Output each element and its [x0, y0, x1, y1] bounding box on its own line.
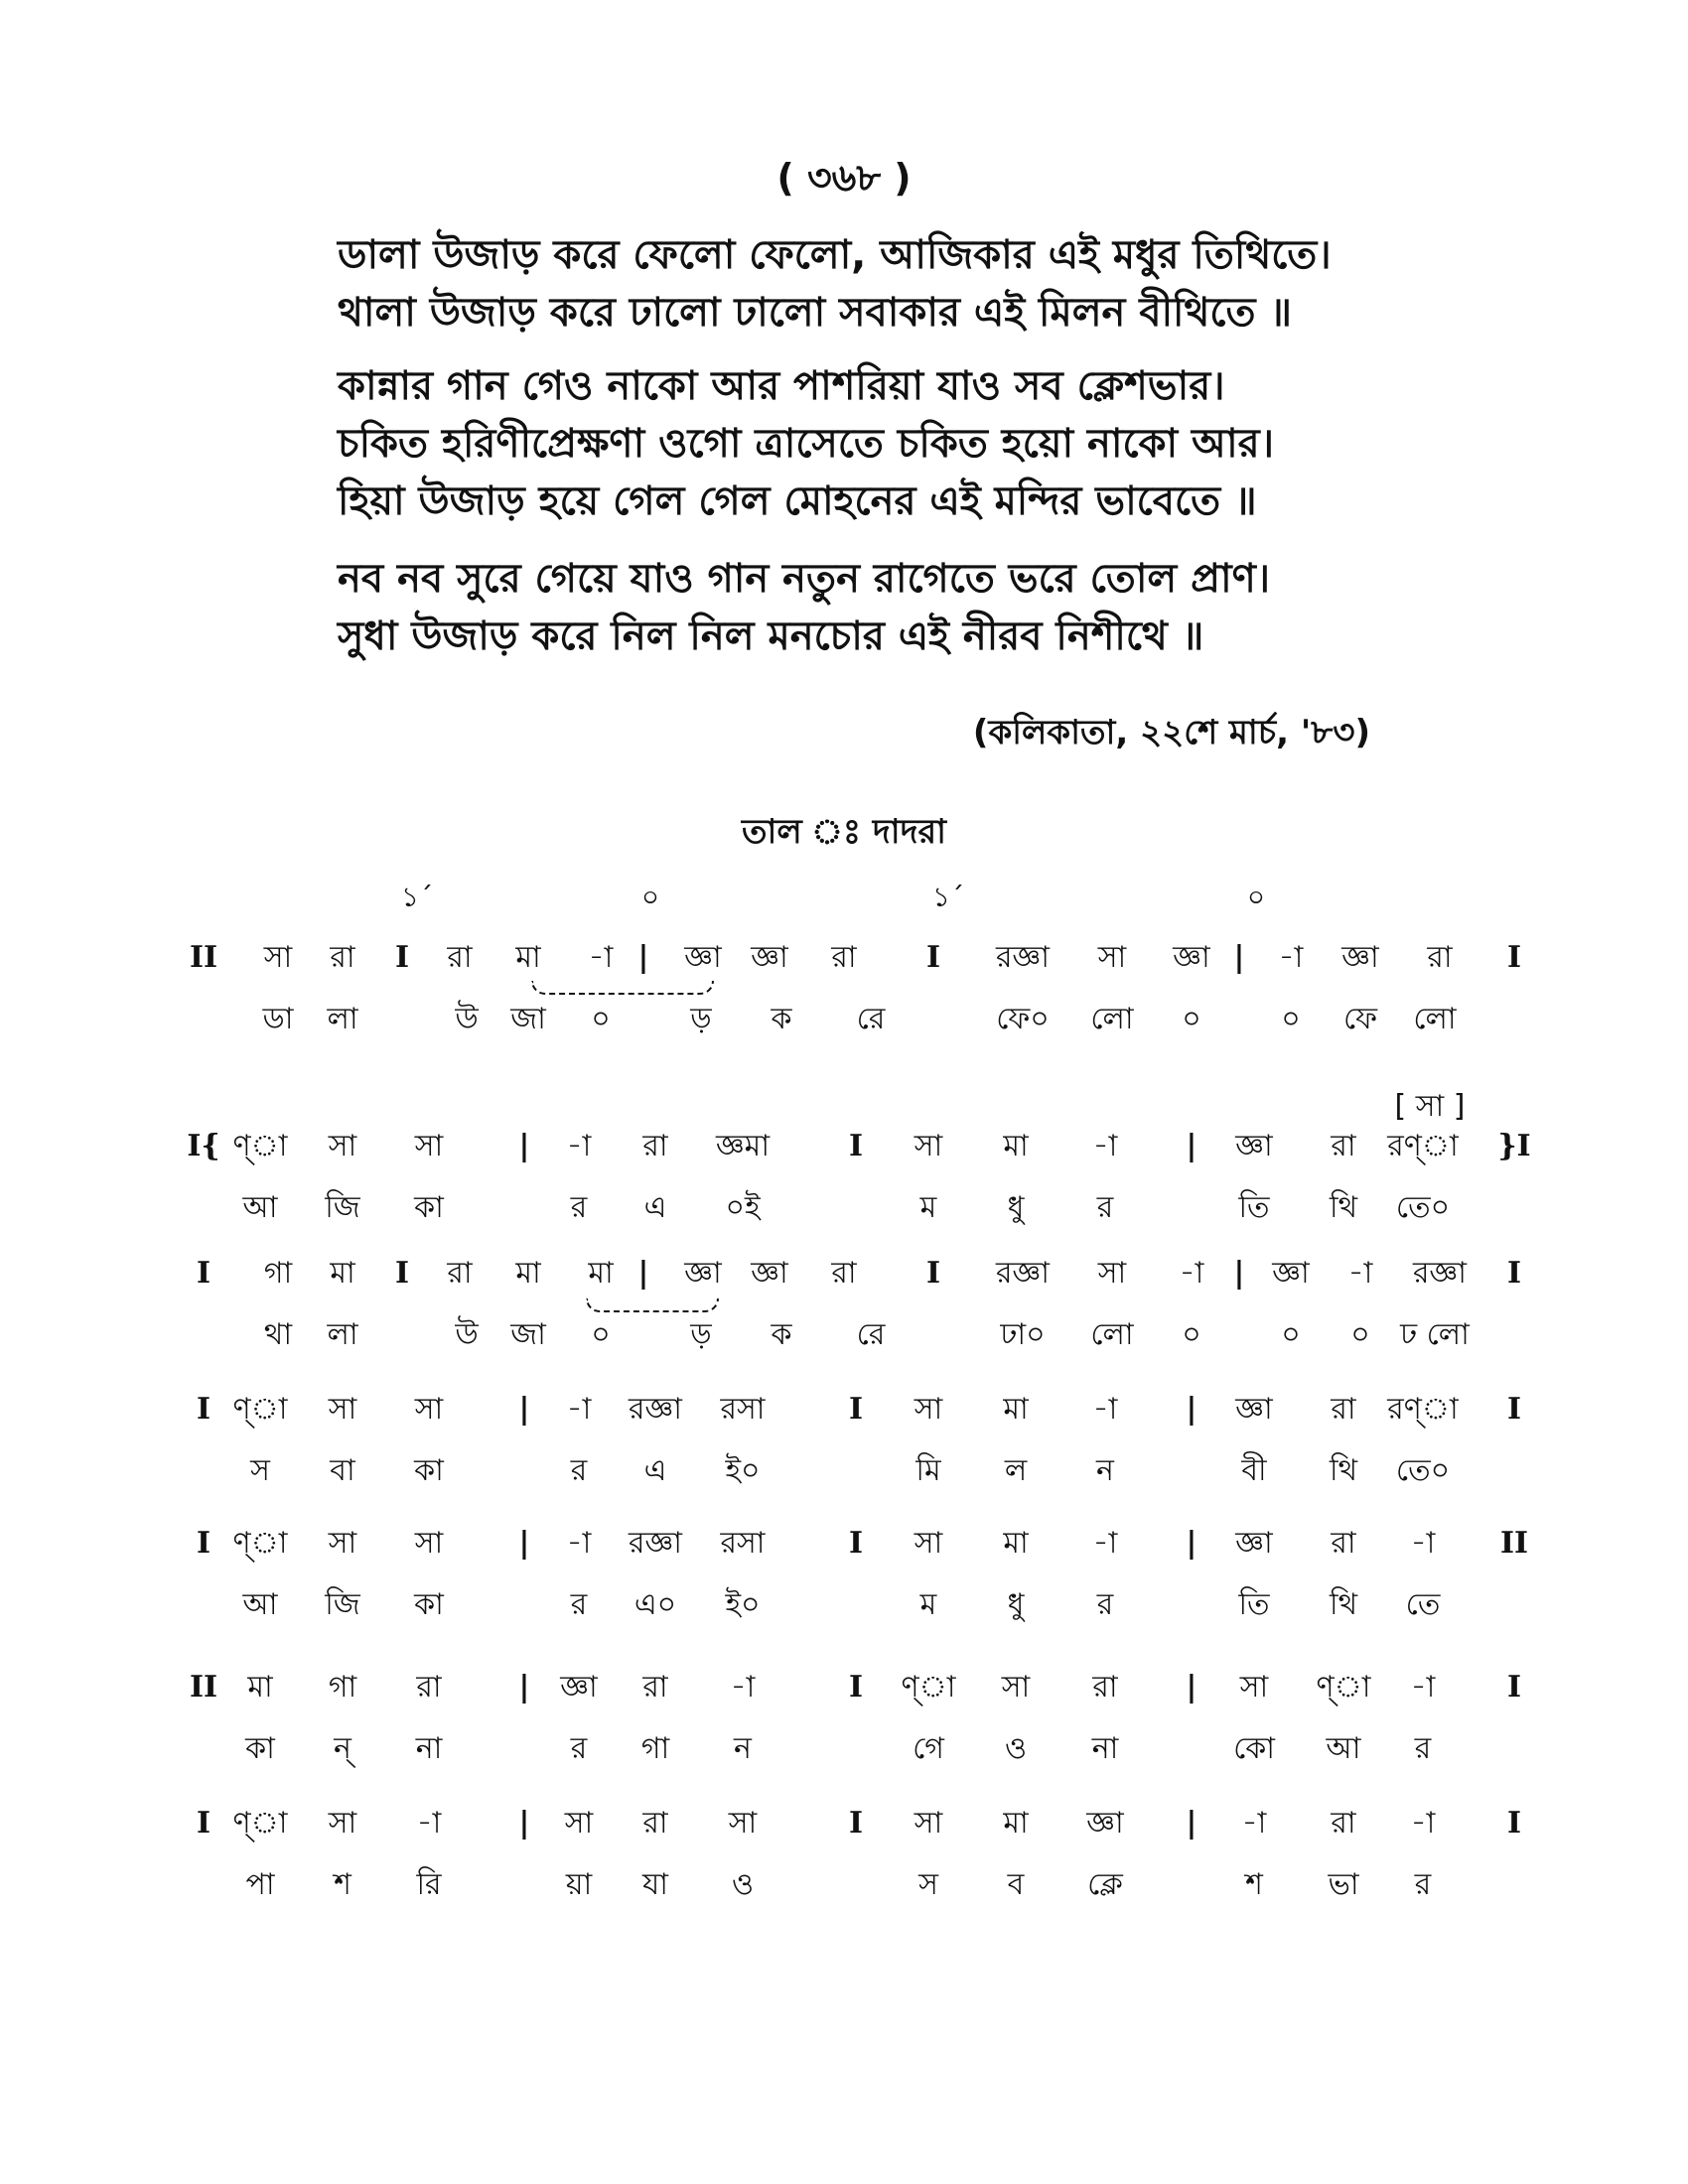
- lyric-syllable: র: [570, 1587, 588, 1622]
- swara-note: জ্ঞা: [1235, 1392, 1273, 1427]
- alternate-note: [ সা ]: [1394, 1089, 1466, 1124]
- swara-note: ণ্া: [232, 1806, 288, 1841]
- swara-note: রজ্ঞা: [629, 1526, 682, 1561]
- lyric-syllable: ০: [1182, 1002, 1201, 1036]
- swara-note: জ্ঞা: [1086, 1806, 1124, 1841]
- lyric-syllable: ক: [771, 1317, 792, 1352]
- bar-line: |: [1186, 1526, 1197, 1561]
- swara-note: -া: [1092, 1129, 1118, 1163]
- lyric-syllable: ফে: [1342, 1002, 1378, 1036]
- swara-note: ণ্া: [232, 1129, 288, 1163]
- swara-note: রা: [831, 940, 857, 975]
- bar-line: I: [394, 1256, 410, 1291]
- lyric-syllable: ঢা০: [1000, 1317, 1046, 1352]
- swara-note: সা: [414, 1129, 444, 1163]
- bar-line: |: [637, 1256, 649, 1291]
- lyric-syllable: ক্লে: [1087, 1867, 1123, 1902]
- swara-note: রজ্ঞা: [629, 1392, 682, 1427]
- lyric-syllable: না: [1091, 1731, 1119, 1766]
- lyric-syllable: র: [570, 1190, 588, 1225]
- lyric-syllable: লো: [1090, 1002, 1134, 1036]
- lyric-syllable: ০: [1281, 1317, 1301, 1352]
- swara-note: রা: [1331, 1526, 1356, 1561]
- bar-line: |: [518, 1526, 530, 1561]
- lyric-syllable: থি: [1329, 1453, 1358, 1488]
- lyric-syllable: ধু: [1007, 1190, 1025, 1225]
- swara-note: সা: [263, 940, 293, 975]
- bar-line: I: [848, 1526, 864, 1561]
- lyric-syllable: ও: [1004, 1731, 1028, 1766]
- lyric-syllable: ই০: [725, 1453, 761, 1488]
- lyric-syllable: ০: [1350, 1317, 1370, 1352]
- bar-line: |: [1186, 1806, 1197, 1841]
- bar-line: |: [1186, 1129, 1197, 1163]
- lyric-syllable: আ: [242, 1190, 278, 1225]
- bar-line: |: [1233, 1256, 1245, 1291]
- swara-note: ণ্া: [232, 1392, 288, 1427]
- lyric-syllable: ০: [591, 1002, 611, 1036]
- bar-line: I: [848, 1806, 864, 1841]
- bar-line: |: [518, 1806, 530, 1841]
- bar-line: I: [925, 940, 941, 975]
- beat-mark: ১´: [400, 881, 434, 913]
- lyric-syllable: রি: [416, 1867, 442, 1902]
- swara-note: ণ্া: [1316, 1670, 1371, 1705]
- tala-heading: তাল ঃ দাদরা: [741, 812, 947, 852]
- swara-note: -া: [1092, 1392, 1118, 1427]
- swara-note: জ্ঞা: [1235, 1129, 1273, 1163]
- lyric-syllable: তি: [1238, 1190, 1270, 1225]
- swara-note: -া: [1410, 1806, 1436, 1841]
- lyric-syllable: এ: [643, 1190, 667, 1225]
- bar-line: II: [189, 940, 218, 975]
- swara-note: জ্ঞমা: [715, 1129, 771, 1163]
- swara-note: সা: [1001, 1670, 1031, 1705]
- lyric-syllable: তে: [1405, 1587, 1441, 1622]
- lyric-syllable: গা: [640, 1731, 670, 1766]
- swara-note: সা: [1097, 1256, 1127, 1291]
- lyric-syllable: জি: [325, 1587, 360, 1622]
- swara-note: জ্ঞা: [560, 1670, 598, 1705]
- swara-note: মা: [1003, 1129, 1029, 1163]
- lyric-syllable: রে: [856, 1002, 886, 1036]
- lyric-syllable: গে: [913, 1731, 944, 1766]
- lyric-syllable: র: [570, 1731, 588, 1766]
- swara-note: জ্ঞা: [1341, 940, 1379, 975]
- slur-mark: [586, 1298, 719, 1312]
- swara-note: জ্ঞা: [1272, 1256, 1310, 1291]
- lyric-syllable: র: [1414, 1731, 1432, 1766]
- swara-note: -া: [1410, 1670, 1436, 1705]
- swara-note: গা: [328, 1670, 357, 1705]
- verse-line: চকিত হরিণীপ্রেক্ষণা ওগো ত্রাসেতে চকিত হয়ো নাকো আর।: [338, 421, 1274, 467]
- verse-line: সুধা উজাড় করে নিল নিল মনচোর এই নীরব নিশীথে ॥: [338, 614, 1204, 659]
- lyric-syllable: ব: [1007, 1867, 1025, 1902]
- bar-line: |: [637, 940, 649, 975]
- swara-note: রা: [1331, 1129, 1356, 1163]
- swara-note: ণ্া: [901, 1670, 956, 1705]
- lyric-syllable: ও: [731, 1867, 755, 1902]
- lyric-syllable: আ: [242, 1587, 278, 1622]
- swara-note: রজ্ঞা: [996, 940, 1050, 975]
- bar-line: I: [925, 1256, 941, 1291]
- lyric-syllable: যা: [642, 1867, 668, 1902]
- lyric-syllable: থা: [263, 1317, 293, 1352]
- swara-note: -া: [1092, 1526, 1118, 1561]
- swara-note: জ্ঞা: [684, 940, 722, 975]
- bar-line: I: [848, 1392, 864, 1427]
- bar-line: I: [196, 1526, 211, 1561]
- swara-note: সা: [564, 1806, 594, 1841]
- bar-line: I: [848, 1670, 864, 1705]
- verse-line: থালা উজাড় করে ঢালো ঢালো সবাকার এই মিলন বীথিতে ॥: [338, 290, 1293, 336]
- lyric-syllable: লা: [327, 1002, 358, 1036]
- bar-line: I: [1506, 940, 1522, 975]
- swara-note: -া: [1278, 940, 1304, 975]
- lyric-syllable: থি: [1329, 1587, 1358, 1622]
- lyric-syllable: লা: [327, 1317, 358, 1352]
- lyric-syllable: ০: [591, 1317, 611, 1352]
- swara-note: সা: [414, 1526, 444, 1561]
- bar-line: I: [1506, 1806, 1522, 1841]
- lyric-syllable: পা: [245, 1867, 275, 1902]
- swara-note: মা: [588, 1256, 614, 1291]
- swara-note: জ্ঞা: [1235, 1526, 1273, 1561]
- bar-line: |: [1233, 940, 1245, 975]
- lyric-syllable: র: [1096, 1190, 1114, 1225]
- lyric-syllable: এ: [643, 1453, 667, 1488]
- swara-note: -া: [1179, 1256, 1204, 1291]
- bar-line: |: [518, 1392, 530, 1427]
- swara-note: সা: [728, 1806, 758, 1841]
- bar-line: |: [1186, 1670, 1197, 1705]
- lyric-syllable: ম: [919, 1587, 937, 1622]
- page-number: ( ৩৬৮ ): [776, 156, 912, 200]
- swara-note: রা: [642, 1670, 668, 1705]
- bar-line: I: [1506, 1256, 1522, 1291]
- lyric-syllable: শ: [334, 1867, 352, 1902]
- lyric-syllable: কা: [414, 1453, 444, 1488]
- swara-note: সা: [328, 1129, 357, 1163]
- swara-note: ণ্া: [232, 1526, 288, 1561]
- lyric-syllable: না: [415, 1731, 443, 1766]
- lyric-syllable: ধু: [1007, 1587, 1025, 1622]
- swara-note: জ্ঞা: [751, 1256, 788, 1291]
- lyric-syllable: ন্: [334, 1731, 352, 1766]
- swara-note: মা: [1003, 1806, 1029, 1841]
- lyric-syllable: কো: [1233, 1731, 1275, 1766]
- verse-line: নব নব সুরে গেয়ে যাও গান নতুন রাগেতে ভরে তোল প্রাণ।: [338, 556, 1271, 602]
- lyric-syllable: বী: [1241, 1453, 1267, 1488]
- swara-note: রসা: [720, 1526, 766, 1561]
- swara-note: রা: [642, 1129, 668, 1163]
- lyric-syllable: আ: [1326, 1731, 1361, 1766]
- lyric-syllable: স: [250, 1453, 270, 1488]
- lyric-syllable: রে: [856, 1317, 886, 1352]
- lyric-syllable: তি: [1238, 1587, 1270, 1622]
- lyric-syllable: তে০: [1395, 1190, 1451, 1225]
- swara-note: -া: [566, 1129, 592, 1163]
- swara-note: রা: [1331, 1392, 1356, 1427]
- slur-mark: [531, 981, 714, 995]
- lyric-syllable: ড়: [690, 1317, 712, 1352]
- swara-note: -া: [1347, 1256, 1373, 1291]
- swara-note: মা: [515, 940, 541, 975]
- lyric-syllable: ডা: [262, 1002, 294, 1036]
- verse-line: হিয়া উজাড় হয়ে গেল গেল মোহনের এই মন্দির ভাবেতে ॥: [338, 478, 1257, 524]
- lyric-syllable: লো: [1090, 1317, 1134, 1352]
- bar-line: I: [196, 1806, 211, 1841]
- lyric-syllable: কা: [245, 1731, 275, 1766]
- swara-note: রা: [1331, 1806, 1356, 1841]
- swara-note: সা: [914, 1526, 943, 1561]
- lyric-syllable: র: [1096, 1587, 1114, 1622]
- bar-line: I: [1506, 1392, 1522, 1427]
- swara-note: সা: [1239, 1670, 1269, 1705]
- swara-note: রসা: [720, 1392, 766, 1427]
- lyric-syllable: ভা: [1328, 1867, 1359, 1902]
- swara-note: রা: [1092, 1670, 1118, 1705]
- swara-note: সা: [414, 1392, 444, 1427]
- swara-note: -া: [1410, 1526, 1436, 1561]
- lyric-syllable: ল: [1004, 1453, 1028, 1488]
- swara-note: মা: [515, 1256, 541, 1291]
- swara-note: গা: [263, 1256, 293, 1291]
- swara-note: মা: [1003, 1526, 1029, 1561]
- lyric-syllable: জি: [325, 1190, 360, 1225]
- bar-line: |: [518, 1670, 530, 1705]
- swara-note: রা: [447, 1256, 473, 1291]
- verse-line: ডালা উজাড় করে ফেলো ফেলো, আজিকার এই মধুর তিথিতে।: [338, 232, 1332, 278]
- lyric-syllable: ম: [919, 1190, 937, 1225]
- swara-note: জ্ঞা: [684, 1256, 722, 1291]
- swara-note: -া: [566, 1526, 592, 1561]
- bar-line: |: [518, 1129, 530, 1163]
- composition-date: (কলিকাতা, ২২শে মার্চ, '৮৩): [972, 713, 1370, 752]
- swara-note: সা: [1097, 940, 1127, 975]
- lyric-syllable: ০: [1281, 1002, 1301, 1036]
- beat-mark: ০: [1246, 881, 1266, 913]
- lyric-syllable: ০: [1182, 1317, 1201, 1352]
- lyric-syllable: কা: [414, 1190, 444, 1225]
- bar-line: II: [189, 1670, 218, 1705]
- lyric-syllable: স: [918, 1867, 938, 1902]
- lyric-syllable: কা: [414, 1587, 444, 1622]
- swara-note: সা: [914, 1806, 943, 1841]
- lyric-syllable: ন: [734, 1731, 752, 1766]
- lyric-syllable: এ০: [633, 1587, 677, 1622]
- swara-note: -া: [416, 1806, 442, 1841]
- lyric-syllable: উ: [455, 1317, 479, 1352]
- swara-note: রণ্া: [1387, 1129, 1459, 1163]
- lyric-syllable: ০ই: [725, 1190, 761, 1225]
- lyric-syllable: ঢ লো: [1400, 1317, 1470, 1352]
- lyric-syllable: ফে০: [996, 1002, 1050, 1036]
- lyric-syllable: শ: [1245, 1867, 1263, 1902]
- lyric-syllable: র: [570, 1453, 588, 1488]
- bar-line: }I: [1497, 1129, 1531, 1163]
- swara-note: জ্ঞা: [751, 940, 788, 975]
- swara-note: -া: [588, 940, 614, 975]
- swara-note: সা: [328, 1526, 357, 1561]
- bar-line: I: [196, 1256, 211, 1291]
- swara-note: সা: [914, 1392, 943, 1427]
- lyric-syllable: ড়: [690, 1002, 712, 1036]
- lyric-syllable: তে০: [1395, 1453, 1451, 1488]
- bar-line: I: [394, 940, 410, 975]
- verse-line: কান্নার গান গেও নাকো আর পাশরিয়া যাও সব ক্লেশভার।: [338, 363, 1225, 409]
- lyric-syllable: ক: [771, 1002, 792, 1036]
- swara-note: রা: [1427, 940, 1453, 975]
- lyric-syllable: য়া: [565, 1867, 593, 1902]
- bar-line: |: [1186, 1392, 1197, 1427]
- beat-mark: ১´: [931, 881, 965, 913]
- lyric-syllable: মি: [915, 1453, 941, 1488]
- swara-note: মা: [330, 1256, 355, 1291]
- swara-note: সা: [328, 1392, 357, 1427]
- swara-note: -া: [1241, 1806, 1267, 1841]
- lyric-syllable: বা: [330, 1453, 355, 1488]
- swara-note: রণ্া: [1387, 1392, 1459, 1427]
- bar-line: I: [196, 1392, 211, 1427]
- swara-note: -া: [730, 1670, 756, 1705]
- swara-note: রা: [642, 1806, 668, 1841]
- lyric-syllable: জা: [510, 1317, 546, 1352]
- swara-note: রজ্ঞা: [1413, 1256, 1467, 1291]
- swara-note: সা: [914, 1129, 943, 1163]
- lyric-syllable: লো: [1413, 1002, 1457, 1036]
- swara-note: -া: [566, 1392, 592, 1427]
- bar-line: I: [848, 1129, 864, 1163]
- lyric-syllable: জা: [510, 1002, 546, 1036]
- swara-note: রা: [447, 940, 473, 975]
- swara-note: রা: [330, 940, 355, 975]
- swara-note: সা: [328, 1806, 357, 1841]
- bar-line: II: [1499, 1526, 1529, 1561]
- swara-note: রজ্ঞা: [996, 1256, 1050, 1291]
- bar-line: I: [1506, 1670, 1522, 1705]
- lyric-syllable: র: [1414, 1867, 1432, 1902]
- swara-note: জ্ঞা: [1173, 940, 1210, 975]
- beat-mark: ০: [640, 881, 660, 913]
- lyric-syllable: উ: [455, 1002, 479, 1036]
- bar-line: I{: [187, 1129, 220, 1163]
- swara-note: রা: [416, 1670, 442, 1705]
- lyric-syllable: থি: [1329, 1190, 1358, 1225]
- swara-note: মা: [247, 1670, 273, 1705]
- swara-note: রা: [831, 1256, 857, 1291]
- lyric-syllable: ন: [1096, 1453, 1114, 1488]
- swara-note: মা: [1003, 1392, 1029, 1427]
- lyric-syllable: ই০: [725, 1587, 761, 1622]
